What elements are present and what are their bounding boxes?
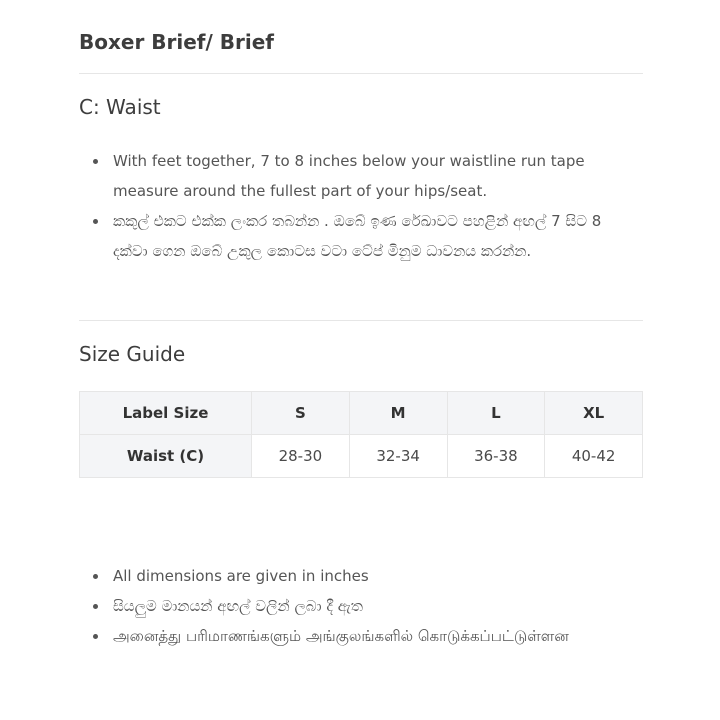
size-guide-heading: Size Guide [79,342,186,366]
table-header-row [80,392,643,435]
page-title: Boxer Brief/ Brief [79,30,274,54]
list-item: කකුල් එකට එක්ක ලංකර තබන්න . ඔබේ ඉණ රේඛාවට පහළින් අඟල් 7 සිට 8 දක්වා ගෙන ඔබේ උකුල කොටස වටා ටේප් මිනුම ධාවනය කරන්න. [79,206,619,266]
waist-heading: C: Waist [79,95,161,119]
table-header-size: S [252,392,350,435]
size-guide-table [79,391,643,478]
table-row [80,435,643,478]
notes-list [79,561,619,651]
table-cell: 28-30 [252,435,350,478]
table-row-label: Waist (C) [80,435,252,478]
list-item: அனைத்து பரிமாணங்களும் அங்குலங்களில் கொடுக்கப்பட்டுள்ளன [79,621,619,651]
table-header-label: Label Size [80,392,252,435]
waist-instructions-list [79,146,619,266]
divider [79,320,643,321]
list-item: All dimensions are given in inches [79,561,619,591]
divider [79,73,643,74]
table-cell: 32-34 [349,435,447,478]
table-header-size: L [447,392,545,435]
table-cell: 40-42 [545,435,643,478]
table-header-size: M [349,392,447,435]
table-cell: 36-38 [447,435,545,478]
list-item: සියලුම මානයන් අඟල් වලින් ලබා දී ඇත [79,591,619,621]
list-item: With feet together, 7 to 8 inches below your waistline run tape measure around the fullest part of your hips/seat. [79,146,619,206]
table-header-size: XL [545,392,643,435]
